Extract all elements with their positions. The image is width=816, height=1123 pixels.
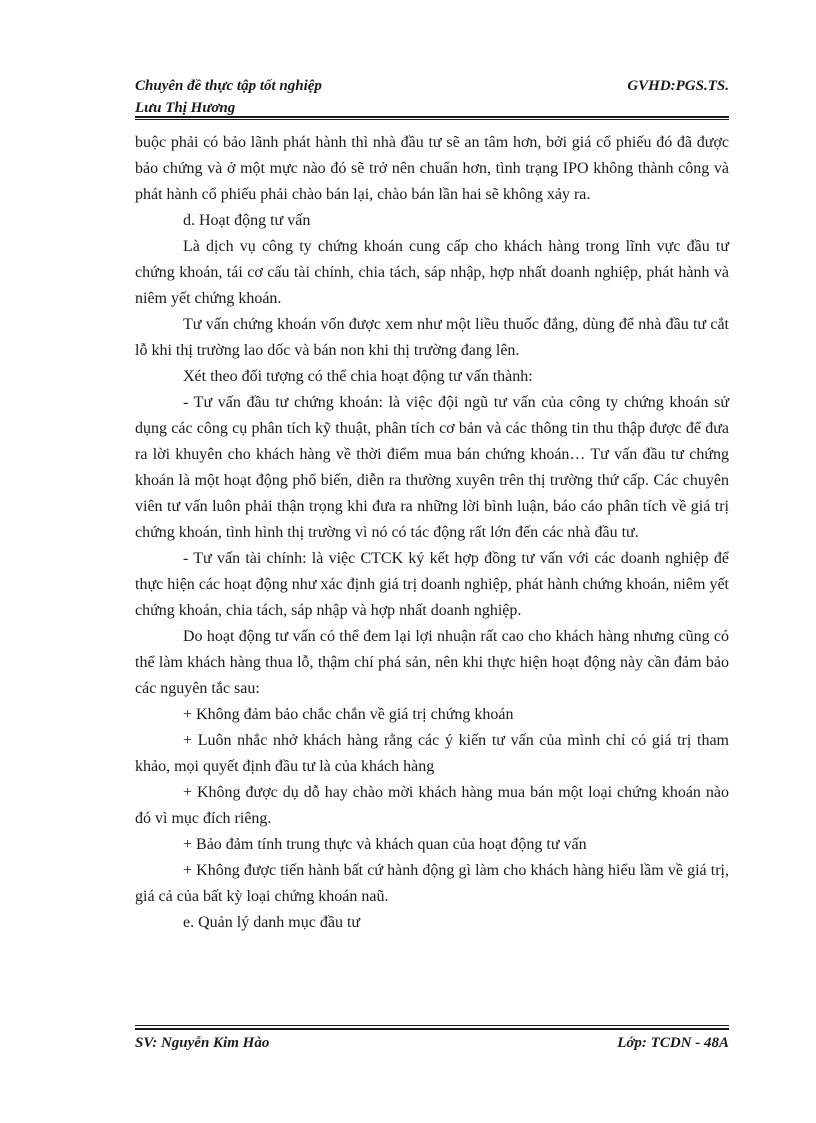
list-item: + Bảo đảm tính trung thực và khách quan của hoạt động tư vấn (183, 836, 587, 853)
footer-student: SV: Nguyễn Kim Hào (135, 1035, 270, 1051)
list-item: + Không được dụ dỗ hay chào mời khách hàng mua bán một loại chứng khoán nào đó vì mục đích riêng. (135, 784, 729, 827)
list-item: + Luôn nhắc nhở khách hàng rằng các ý kiến tư vấn của mình chỉ có giá trị tham khảo, mọi quyết định đầu tư là của khách hàng (135, 732, 729, 775)
header-top-row (135, 75, 729, 97)
header-author: Lưu Thị Hương (135, 100, 236, 116)
paragraph: Là dịch vụ công ty chứng khoán cung cấp cho khách hàng trong lĩnh vực đầu tư chứng khoán, tái cơ cấu tài chính, chia tách, sáp nhập, hợp nhất doanh nghiệp, phát hành và niêm yết chứng khoán. (135, 238, 729, 307)
paragraph: - Tư vấn đầu tư chứng khoán: là việc đội ngũ tư vấn của công ty chứng khoán sử dụng các công cụ phân tích kỹ thuật, phân tích cơ bản và các thông tin thu thập được để đưa ra lời khuyên cho khách hàng về thời điểm mua bán chứng khoán… Tư vấn đầu tư chứng khoán là một hoạt động phổ biến, diễn ra thường xuyên trên thị trường thứ cấp. Các chuyên viên tư vấn luôn phải thận trọng khi đưa ra những lời bình luận, báo cáo phân tích về giá trị chứng khoán, tình hình thị trường vì nó có tác động rất lớn đến các nhà đầu tư. (135, 394, 729, 541)
footer-rule (135, 1028, 729, 1030)
section-heading-d: d. Hoạt động tư vấn (183, 212, 311, 229)
section-heading-e: e. Quản lý danh mục đầu tư (183, 914, 361, 931)
paragraph: buộc phải có bảo lãnh phát hành thì nhà đầu tư sẽ an tâm hơn, bởi giá cổ phiếu đó đã được bảo chứng và ở một mực nào đó sẽ trở nên chuẩn hơn, tình trạng IPO không thành công và phát hành cổ phiếu phải chào bán lại, chào bán lần hai sẽ không xảy ra. (135, 134, 729, 203)
paragraph: Do hoạt động tư vấn có thể đem lại lợi nhuận rất cao cho khách hàng nhưng cũng có thể làm khách hàng thua lỗ, thậm chí phá sản, nên khi thực hiện hoạt động này cần đảm bảo các nguyên tắc sau: (135, 628, 729, 697)
header-supervisor: GVHD:PGS.TS. (627, 78, 729, 94)
paragraph: Xét theo đối tượng có thể chia hoạt động tư vấn thành: (183, 368, 533, 385)
header-rule (135, 116, 729, 118)
body-text (135, 130, 729, 936)
footer-class: Lớp: TCDN - 48A (617, 1035, 729, 1051)
paragraph: Tư vấn chứng khoán vốn được xem như một liều thuốc đắng, dùng để nhà đầu tư cắt lỗ khi thị trường lao dốc và bán non khi thị trường đang lên. (135, 316, 729, 359)
list-item: + Không đảm bảo chắc chắn về giá trị chứng khoán (183, 706, 514, 723)
page-header (135, 75, 729, 119)
paragraph: - Tư vấn tài chính: là việc CTCK ký kết hợp đồng tư vấn với các doanh nghiệp để thực hiện các hoạt động như xác định giá trị doanh nghiệp, phát hành chứng khoán, niêm yết chứng khoán, chia tách, sáp nhập và hợp nhất doanh nghiệp. (135, 550, 729, 619)
footer-rule-secondary (135, 1025, 729, 1026)
header-topic: Chuyên đề thực tập tốt nghiệp (135, 78, 322, 94)
header-rule-secondary (135, 119, 729, 120)
list-item: + Không được tiến hành bất cứ hành động gì làm cho khách hàng hiểu lầm về giá trị, giá cả của bất kỳ loại chứng khoán naũ. (135, 862, 729, 905)
page-footer (135, 1032, 729, 1054)
